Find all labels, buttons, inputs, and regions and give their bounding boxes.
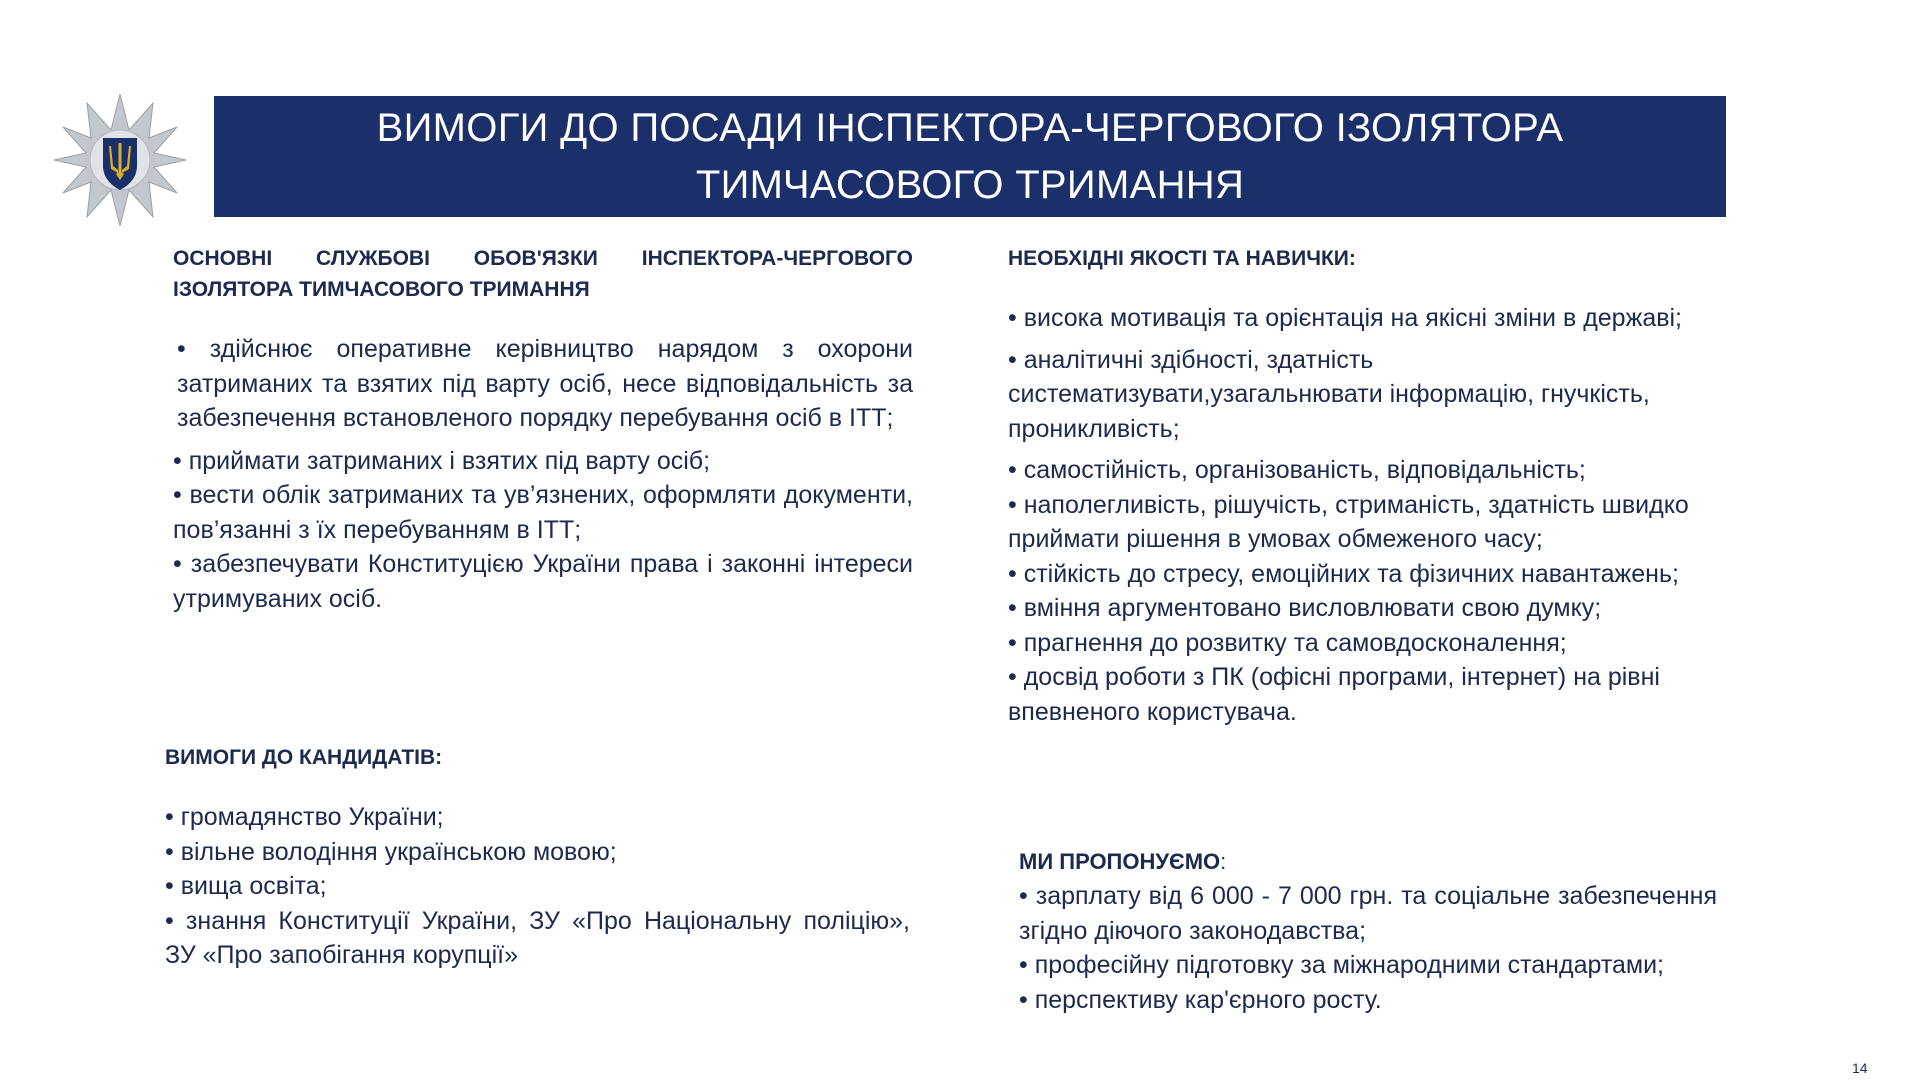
duties-item: • приймати затриманих і взятих під варту осіб; xyxy=(173,446,711,475)
candidates-item: • громадянство України; xyxy=(165,803,444,831)
title-line-2: ТИМЧАСОВОГО ТРИМАННЯ xyxy=(695,162,1245,207)
title-banner xyxy=(214,96,1726,217)
offer-list xyxy=(1019,879,1717,1017)
skills-item: • самостійність, організованість, відповідальність; xyxy=(1008,456,1586,484)
skills-heading: НЕОБХІДНІ ЯКОСТІ ТА НАВИЧКИ: xyxy=(1008,247,1356,270)
duties-item: • забезпечувати Конституцією України права і законні інтереси утримуваних осіб. xyxy=(173,550,913,613)
candidates-heading: ВИМОГИ ДО КАНДИДАТІВ: xyxy=(165,746,443,769)
police-star-icon xyxy=(52,92,188,228)
duties-heading: ОСНОВНІ СЛУЖБОВІ ОБОВ'ЯЗКИ ІНСПЕКТОРА-ЧЕРГОВОГО ІЗОЛЯТОРА ТИМЧАСОВОГО ТРИМАННЯ xyxy=(173,247,913,301)
offer-item: • зарплату від 6 000 - 7 000 грн. та соціальне забезпечення згідно діючого законодавства; xyxy=(1019,882,1717,945)
candidates-item: • знання Конституції України, ЗУ «Про Національну поліцію», ЗУ «Про запобігання корупції» xyxy=(165,906,910,969)
skills-item: • досвід роботи з ПК (офісні програми, інтернет) на рівні впевненого користувача. xyxy=(1008,663,1660,726)
candidates-list xyxy=(165,800,910,973)
duties-item: • вести облік затриманих та ув’язнених, оформляти документи, пов’язанні з їх перебуванням в ІТТ; xyxy=(173,481,913,544)
offer-heading xyxy=(1019,846,1719,877)
offer-heading-text: МИ ПРОПОНУЄМО xyxy=(1019,849,1221,874)
skills-item: • прагнення до розвитку та самовдосконалення; xyxy=(1008,628,1567,657)
page-number: 14 xyxy=(1852,1060,1868,1076)
candidates-item: • вища освіта; xyxy=(165,872,327,900)
skills-item: • стійкість до стресу, емоційних та фізичних навантажень; xyxy=(1008,559,1679,588)
title-line-1: ВИМОГИ ДО ПОСАДИ ІНСПЕКТОРА-ЧЕРГОВОГО ІЗОЛЯТОРА xyxy=(376,105,1564,150)
candidates-item: • вільне володіння українською мовою; xyxy=(165,837,617,866)
skills-item: • наполегливість, рішучість, стриманість, здатність швидко приймати рішення в умовах обмеженого часу; xyxy=(1008,490,1689,553)
duties-list xyxy=(173,332,913,616)
skills-item: • аналітичні здібності, здатність систематизувати,узагальнювати інформацію, гнучкість, проникливість; xyxy=(1008,345,1650,443)
offer-item: • професійну підготовку за міжнародними стандартами; xyxy=(1019,951,1665,979)
offer-item: • перспективу кар'єрного росту. xyxy=(1019,985,1382,1014)
skills-item: • висока мотивація та орієнтація на якісні зміни в державі; xyxy=(1008,304,1682,332)
offer-heading-colon: : xyxy=(1220,849,1227,874)
national-police-logo xyxy=(52,92,188,228)
duties-item: • здійснює оперативне керівництво нарядом з охорони затриманих та взятих під варту осіб, несе відповідальність за забезпечення встановленого порядку перебування осіб в ІТТ; xyxy=(177,335,913,432)
skills-list xyxy=(1008,301,1718,729)
skills-item: • вміння аргументовано висловлювати свою думку; xyxy=(1008,594,1602,622)
